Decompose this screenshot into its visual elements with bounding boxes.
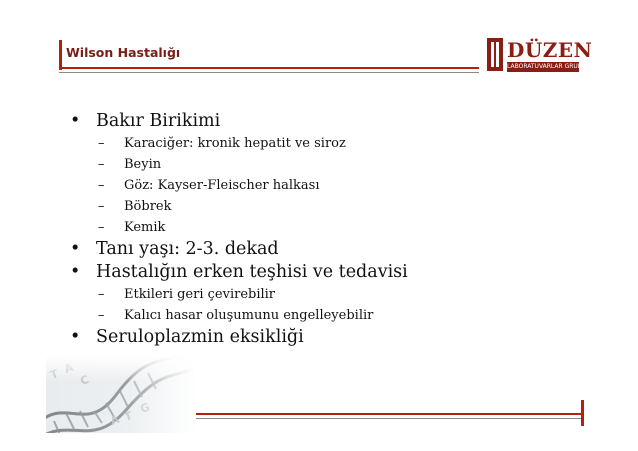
- company-logo: [483, 36, 593, 76]
- dash-icon: –: [98, 220, 105, 235]
- bullet-text: Seruloplazmin eksikliği: [96, 327, 304, 347]
- bullet-icon: •: [70, 111, 81, 131]
- footer-accent-bar: [581, 400, 584, 426]
- bullet-item: [70, 238, 610, 261]
- header-rule-thin: [59, 72, 479, 73]
- dash-icon: –: [98, 199, 105, 214]
- sub-bullet-text: Göz: Kayser-Fleischer halkası: [124, 178, 320, 193]
- sub-bullet-item: [70, 196, 610, 217]
- sub-bullet-item: [70, 133, 610, 154]
- sub-bullet-item: [70, 284, 610, 305]
- sub-bullet-text: Beyin: [124, 157, 162, 172]
- building-icon: [487, 38, 503, 71]
- bullet-icon: •: [70, 239, 81, 259]
- dash-icon: –: [98, 178, 105, 193]
- bullet-list: [70, 110, 610, 349]
- bullet-text: Tanı yaşı: 2-3. dekad: [96, 239, 279, 259]
- sub-bullet-item: [70, 305, 610, 326]
- sub-bullet-item: [70, 217, 610, 238]
- dash-icon: –: [98, 308, 105, 323]
- slide-title: Wilson Hastalığı: [66, 45, 181, 60]
- dash-icon: –: [98, 287, 105, 302]
- bullet-icon: •: [70, 262, 81, 282]
- sub-bullet-text: Etkileri geri çevirebilir: [124, 287, 276, 302]
- sub-bullet-text: Kemik: [124, 220, 166, 235]
- footer-rule-thin: [196, 418, 584, 419]
- sub-bullet-text: Karaciğer: kronik hepatit ve siroz: [124, 136, 346, 151]
- dash-icon: –: [98, 157, 105, 172]
- bullet-text: Bakır Birikimi: [96, 111, 221, 131]
- dna-helix-image: [46, 355, 196, 433]
- logo-subtitle: LABORATUVARLAR GRUBU: [507, 63, 587, 70]
- bullet-icon: •: [70, 327, 81, 347]
- sub-bullet-item: [70, 154, 610, 175]
- dash-icon: –: [98, 136, 105, 151]
- logo-name: DÜZEN: [507, 38, 593, 62]
- bullet-text: Hastalığın erken teşhisi ve tedavisi: [96, 262, 408, 282]
- footer-rule: [196, 413, 584, 415]
- bullet-item: [70, 110, 610, 133]
- sub-bullet-item: [70, 175, 610, 196]
- sub-bullet-text: Böbrek: [124, 199, 172, 214]
- header-rule: [59, 67, 479, 69]
- bullet-item: [70, 326, 610, 349]
- header-accent-bar: [59, 40, 62, 70]
- sub-bullet-text: Kalıcı hasar oluşumunu engelleyebilir: [124, 308, 374, 323]
- bullet-item: [70, 261, 610, 284]
